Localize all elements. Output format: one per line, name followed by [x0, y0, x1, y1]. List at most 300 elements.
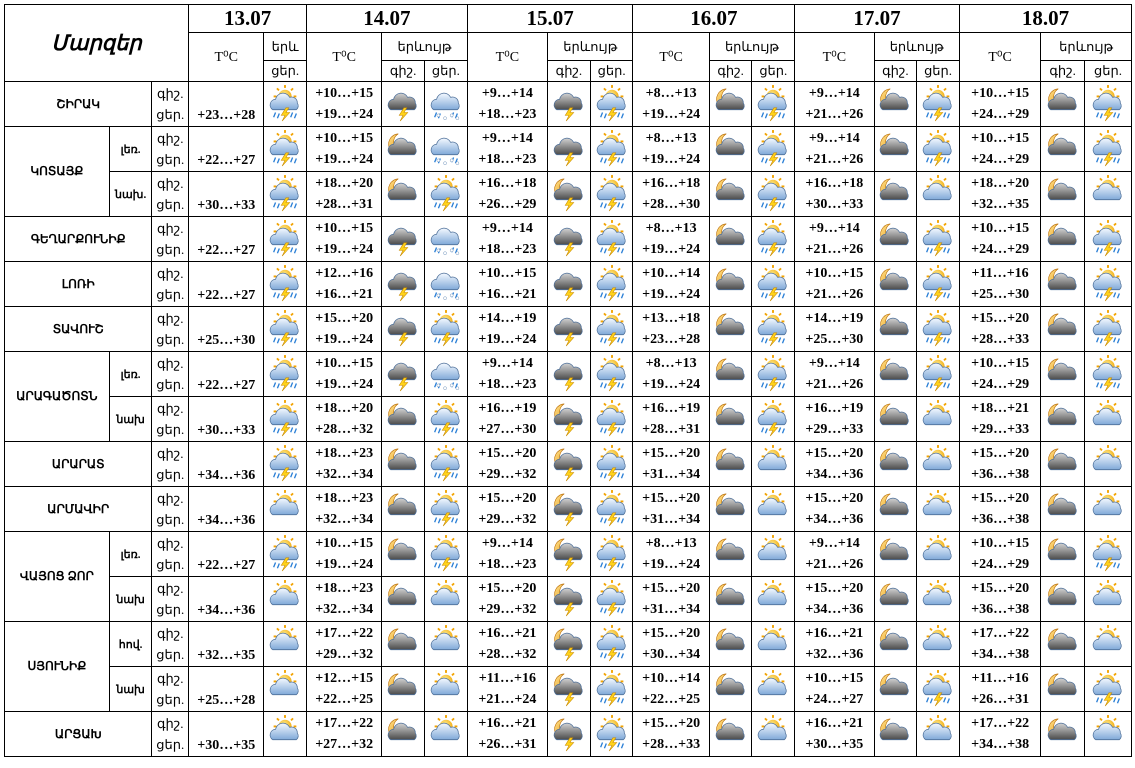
rain-snow-cloud-icon — [425, 265, 467, 303]
weather-icon-cell — [1085, 532, 1132, 577]
weather-icon-cell — [1085, 82, 1132, 127]
sun-cloud-icon — [264, 490, 306, 528]
weather-icon-cell — [1085, 217, 1132, 262]
weather-icon-cell — [425, 82, 468, 127]
night-day-labels — [152, 307, 189, 352]
day-temperature: +18…+23 — [478, 377, 537, 392]
weather-icon-cell — [1041, 127, 1085, 172]
night-temperature: +9…+14 — [481, 356, 533, 371]
moon-cloud-icon — [875, 490, 917, 528]
temperature-range — [633, 577, 709, 622]
thunder-sun-icon — [917, 220, 959, 258]
rain-snow-cloud-icon — [425, 220, 467, 258]
night-temperature: +18…+20 — [315, 401, 374, 416]
subregion-label: հով. — [109, 622, 152, 667]
weather-icon-cell — [1085, 352, 1132, 397]
weather-icon-cell — [917, 397, 960, 442]
region-name: ԱՐՑԱԽ — [5, 712, 152, 757]
thunder-cloud-icon — [548, 220, 590, 258]
day-temperature: +29…+32 — [315, 647, 374, 662]
temperature-range — [959, 172, 1040, 217]
thunder-sun-icon — [264, 265, 306, 303]
moon-cloud-icon — [382, 535, 424, 573]
weather-icon-cell — [548, 307, 591, 352]
weather-icon-cell — [709, 622, 752, 667]
night-temperature: +10…+14 — [642, 671, 701, 686]
night-temperature: +10…+14 — [642, 266, 701, 281]
weather-icon-cell — [752, 127, 795, 172]
weather-icon-cell — [1085, 127, 1132, 172]
weather-icon-cell — [709, 82, 752, 127]
temperature-range — [467, 127, 547, 172]
day-temperature: +24…+29 — [971, 107, 1030, 122]
temperature-range — [307, 442, 382, 487]
temperature-range — [633, 622, 709, 667]
night-temperature: +8…+13 — [645, 356, 697, 371]
night-temperature: +16…+21 — [478, 626, 537, 641]
weather-icon-cell — [425, 532, 468, 577]
moon-cloud-icon — [1041, 670, 1084, 708]
thunder-sun-icon — [591, 490, 633, 528]
moon-cloud-icon — [382, 130, 424, 168]
day-temperature: +22…+25 — [642, 692, 701, 707]
night-temperature: +15…+20 — [642, 491, 701, 506]
weather-icon-cell — [590, 82, 633, 127]
thunder-sun-icon — [264, 355, 306, 393]
weather-icon-cell — [548, 622, 591, 667]
weather-icon-cell — [425, 172, 468, 217]
temperature-range — [795, 532, 874, 577]
weather-icon-cell — [264, 397, 307, 442]
weather-icon-cell — [264, 667, 307, 712]
day-label: ցեր. — [156, 602, 185, 617]
temperature-range — [467, 307, 547, 352]
weather-icon-cell — [709, 667, 752, 712]
weather-icon-cell — [264, 622, 307, 667]
events-header: երևույթ — [1041, 33, 1132, 61]
night-temperature: +16…+19 — [805, 401, 864, 416]
moon-thunder-icon — [548, 175, 590, 213]
day-label: ցեր. — [156, 737, 185, 752]
events-header: երևույթ — [382, 33, 467, 61]
day-temperature: +21…+26 — [805, 287, 864, 302]
day-temperature: +36…+38 — [971, 512, 1030, 527]
region-row — [5, 622, 1132, 667]
weather-icon-cell — [590, 712, 633, 757]
night-temperature: +10…+15 — [315, 131, 374, 146]
weather-icon-cell — [874, 397, 917, 442]
night-temperature: +15…+20 — [971, 491, 1030, 506]
weather-icon-cell — [1085, 622, 1132, 667]
day-temperature: +22…+25 — [315, 692, 374, 707]
day-temperature: +29…+32 — [478, 512, 537, 527]
day-temperature: +32…+35 — [189, 622, 264, 667]
temperature-range — [795, 577, 874, 622]
sun-cloud-icon — [752, 535, 794, 573]
temperature-range — [795, 442, 874, 487]
night-temperature: +17…+22 — [315, 626, 374, 641]
moon-thunder-icon — [548, 535, 590, 573]
sun-cloud-icon — [264, 715, 306, 753]
temperature-range — [959, 82, 1040, 127]
thunder-sun-icon — [591, 265, 633, 303]
weather-icon-cell — [548, 217, 591, 262]
night-temperature: +10…+15 — [478, 266, 537, 281]
day-temperature: +36…+38 — [971, 467, 1030, 482]
temperature-range — [633, 487, 709, 532]
night-temperature: +8…+13 — [645, 86, 697, 101]
night-day-labels — [152, 352, 189, 397]
weather-icon-cell — [1041, 262, 1085, 307]
weather-icon-cell — [874, 82, 917, 127]
region-name: ՍՅՈՒՆԻՔ — [5, 622, 110, 712]
temperature-range — [307, 622, 382, 667]
weather-icon-cell — [752, 577, 795, 622]
thunder-sun-icon — [425, 175, 467, 213]
weather-icon-cell — [874, 262, 917, 307]
night-temperature: +10…+15 — [971, 536, 1030, 551]
day-temperature: +28…+32 — [478, 647, 537, 662]
weather-icon-cell — [382, 397, 425, 442]
temperature-range — [795, 172, 874, 217]
temperature-range — [467, 217, 547, 262]
weather-icon-cell — [709, 577, 752, 622]
moon-thunder-icon — [548, 580, 590, 618]
temperature-range — [795, 667, 874, 712]
temperature-range — [633, 127, 709, 172]
moon-cloud-icon — [710, 400, 752, 438]
temperature-range — [959, 352, 1040, 397]
thunder-sun-icon — [917, 85, 959, 123]
weather-icon-cell — [425, 667, 468, 712]
day-temperature: +21…+26 — [805, 557, 864, 572]
weather-icon-cell — [1041, 307, 1085, 352]
temperature-range — [959, 622, 1040, 667]
night-label: գիշ. — [157, 356, 184, 371]
weather-icon-cell — [382, 172, 425, 217]
weather-icon-cell — [1085, 172, 1132, 217]
weather-icon-cell — [590, 397, 633, 442]
sun-cloud-icon — [425, 715, 467, 753]
night-temperature: +15…+20 — [478, 581, 537, 596]
weather-icon-cell — [917, 127, 960, 172]
night-label: գիշ. — [157, 716, 184, 731]
thunder-sun-icon — [752, 220, 794, 258]
moon-cloud-icon — [710, 625, 752, 663]
day-temperature: +31…+34 — [642, 512, 701, 527]
temperature-range — [467, 712, 547, 757]
region-name: ՇԻՐԱԿ — [5, 82, 152, 127]
weather-icon-cell — [709, 262, 752, 307]
moon-cloud-icon — [875, 265, 917, 303]
weather-icon-cell — [590, 532, 633, 577]
temperature-range — [467, 397, 547, 442]
moon-cloud-icon — [1041, 130, 1084, 168]
temperature-range — [633, 712, 709, 757]
night-day-labels — [152, 82, 189, 127]
moon-cloud-icon — [875, 715, 917, 753]
weather-icon-cell — [874, 487, 917, 532]
day-temperature: +18…+23 — [478, 107, 537, 122]
night-temperature: +9…+14 — [808, 131, 860, 146]
weather-icon-cell — [425, 127, 468, 172]
date-header: 15.07 — [467, 5, 633, 33]
date-header: 16.07 — [633, 5, 795, 33]
weather-icon-cell — [709, 442, 752, 487]
weather-icon-cell — [425, 622, 468, 667]
day-temperature: +32…+34 — [315, 602, 374, 617]
day-temperature: +19…+24 — [315, 377, 374, 392]
moon-thunder-icon — [548, 400, 590, 438]
moon-cloud-icon — [875, 310, 917, 348]
sun-cloud-icon — [264, 625, 306, 663]
night-temperature: +16…+19 — [478, 401, 537, 416]
night-temperature: +15…+20 — [642, 716, 701, 731]
night-temperature: +18…+20 — [315, 176, 374, 191]
night-label: գիշ. — [157, 131, 184, 146]
temperature-range — [795, 127, 874, 172]
thunder-sun-icon — [264, 130, 306, 168]
weather-icon-cell — [752, 172, 795, 217]
thunder-cloud-icon — [548, 265, 590, 303]
moon-cloud-icon — [382, 580, 424, 618]
moon-thunder-icon — [548, 445, 590, 483]
night-subheader: գիշ. — [548, 61, 591, 82]
night-day-labels — [152, 397, 189, 442]
thunder-sun-icon — [591, 445, 633, 483]
weather-icon-cell — [425, 217, 468, 262]
weather-icon-cell — [1085, 442, 1132, 487]
weather-icon-cell — [1041, 622, 1085, 667]
moon-cloud-icon — [875, 670, 917, 708]
subregion-label: նախ — [109, 667, 152, 712]
moon-cloud-icon — [710, 535, 752, 573]
rain-snow-cloud-icon — [425, 355, 467, 393]
weather-icon-cell — [590, 217, 633, 262]
sun-cloud-icon — [917, 445, 959, 483]
weather-icon-cell — [264, 487, 307, 532]
weather-icon-cell — [1041, 667, 1085, 712]
sun-cloud-icon — [1085, 715, 1131, 753]
region-row — [5, 217, 1132, 262]
day-temperature: +31…+34 — [642, 467, 701, 482]
weather-icon-cell — [1041, 217, 1085, 262]
region-row — [5, 127, 1132, 172]
day-temperature: +22…+27 — [189, 262, 264, 307]
region-row — [5, 307, 1132, 352]
weather-icon-cell — [917, 82, 960, 127]
thunder-sun-icon — [591, 625, 633, 663]
day-temperature: +18…+23 — [478, 557, 537, 572]
temperature-range — [795, 352, 874, 397]
temperature-range — [633, 172, 709, 217]
day-temperature: +34…+36 — [805, 602, 864, 617]
night-temperature: +16…+19 — [642, 401, 701, 416]
weather-icon-cell — [752, 352, 795, 397]
night-temperature: +17…+22 — [971, 626, 1030, 641]
weather-icon-cell — [382, 532, 425, 577]
day-temperature: +32…+35 — [971, 197, 1030, 212]
temperature-range — [959, 442, 1040, 487]
moon-cloud-icon — [382, 445, 424, 483]
night-temperature: +10…+15 — [315, 536, 374, 551]
weather-icon-cell — [548, 127, 591, 172]
day-temperature: +30…+33 — [189, 397, 264, 442]
moon-cloud-icon — [1041, 445, 1084, 483]
thunder-sun-icon — [264, 310, 306, 348]
weather-icon-cell — [590, 172, 633, 217]
day-temperature: +30…+34 — [642, 647, 701, 662]
sun-cloud-icon — [425, 580, 467, 618]
weather-icon-cell — [264, 577, 307, 622]
night-temperature: +13…+18 — [642, 311, 701, 326]
night-day-labels — [152, 127, 189, 172]
night-temperature: +14…+19 — [478, 311, 537, 326]
temperature-range — [959, 667, 1040, 712]
moon-cloud-icon — [382, 715, 424, 753]
temperature-header: T⁰C — [307, 33, 382, 82]
region-row — [5, 577, 1132, 622]
weather-icon-cell — [709, 397, 752, 442]
moon-cloud-icon — [710, 85, 752, 123]
night-temperature: +18…+23 — [315, 446, 374, 461]
temperature-header: T⁰C — [959, 33, 1040, 82]
day-label: ցեր. — [156, 647, 185, 662]
sun-cloud-icon — [917, 715, 959, 753]
temperature-range — [959, 532, 1040, 577]
weather-icon-cell — [752, 532, 795, 577]
weather-icon-cell — [917, 217, 960, 262]
temperature-range — [795, 397, 874, 442]
night-temperature: +18…+21 — [971, 401, 1030, 416]
weather-icon-cell — [590, 352, 633, 397]
day-temperature: +19…+24 — [315, 107, 374, 122]
night-temperature: +8…+13 — [645, 536, 697, 551]
region-name: ՎԱՅՈՑ ՁՈՐ — [5, 532, 110, 622]
temperature-range — [467, 352, 547, 397]
moon-cloud-icon — [710, 310, 752, 348]
weather-icon-cell — [1085, 397, 1132, 442]
weather-icon-cell — [548, 712, 591, 757]
day-temperature: +19…+24 — [642, 107, 701, 122]
temperature-range — [633, 442, 709, 487]
region-row — [5, 352, 1132, 397]
moon-cloud-icon — [1041, 400, 1084, 438]
weather-icon-cell — [548, 487, 591, 532]
night-temperature: +10…+15 — [315, 356, 374, 371]
night-label: գիշ. — [157, 311, 184, 326]
weather-icon-cell — [264, 127, 307, 172]
day-temperature: +24…+29 — [971, 377, 1030, 392]
subregion-label: նախ — [109, 577, 152, 622]
day-temperature: +30…+33 — [189, 172, 264, 217]
temperature-range — [467, 532, 547, 577]
moon-cloud-icon — [710, 715, 752, 753]
day-temperature: +27…+30 — [478, 422, 537, 437]
region-name: ԱՐՄԱՎԻՐ — [5, 487, 152, 532]
day-temperature: +34…+38 — [971, 737, 1030, 752]
sun-cloud-icon — [917, 580, 959, 618]
night-temperature: +10…+15 — [805, 266, 864, 281]
thunder-sun-icon — [917, 130, 959, 168]
region-name: ԳԵՂԱՐՔՈՒՆԻՔ — [5, 217, 152, 262]
sun-cloud-icon — [425, 625, 467, 663]
thunder-sun-icon — [591, 535, 633, 573]
weather-icon-cell — [874, 667, 917, 712]
weather-icon-cell — [382, 622, 425, 667]
day-temperature: +22…+27 — [189, 352, 264, 397]
night-temperature: +15…+20 — [642, 581, 701, 596]
day-temperature: +28…+31 — [315, 197, 374, 212]
weather-icon-cell — [1085, 667, 1132, 712]
night-temperature: +15…+20 — [315, 311, 374, 326]
night-temperature: +9…+14 — [808, 86, 860, 101]
weather-icon-cell — [752, 622, 795, 667]
weather-icon-cell — [917, 532, 960, 577]
night-day-labels — [152, 217, 189, 262]
moon-cloud-icon — [875, 535, 917, 573]
temperature-range — [959, 397, 1040, 442]
moon-cloud-icon — [875, 355, 917, 393]
day-temperature: +19…+24 — [478, 332, 537, 347]
thunder-cloud-icon — [382, 85, 424, 123]
day-temperature: +29…+33 — [971, 422, 1030, 437]
weather-icon-cell — [709, 307, 752, 352]
date-header: 14.07 — [307, 5, 468, 33]
night-temperature: +8…+13 — [645, 131, 697, 146]
night-temperature: +15…+20 — [642, 446, 701, 461]
day-label: ցեր. — [156, 107, 185, 122]
night-temperature: +16…+18 — [805, 176, 864, 191]
night-label: գիշ. — [157, 86, 184, 101]
temperature-range — [307, 82, 382, 127]
weather-icon-cell — [752, 82, 795, 127]
moon-cloud-icon — [710, 265, 752, 303]
day-subheader: ցեր. — [917, 61, 960, 82]
day-temperature: +19…+24 — [642, 242, 701, 257]
moon-cloud-icon — [875, 85, 917, 123]
temperature-range — [307, 307, 382, 352]
day-label: ցեր. — [156, 377, 185, 392]
day-temperature: +21…+26 — [805, 377, 864, 392]
sun-cloud-icon — [1085, 625, 1131, 663]
weather-icon-cell — [917, 487, 960, 532]
night-day-labels — [152, 172, 189, 217]
sun-cloud-icon — [917, 175, 959, 213]
temperature-range — [467, 442, 547, 487]
events-header: երևույթ — [709, 33, 794, 61]
weather-icon-cell — [264, 262, 307, 307]
day-temperature: +26…+31 — [971, 692, 1030, 707]
night-temperature: +17…+22 — [315, 716, 374, 731]
weather-icon-cell — [382, 217, 425, 262]
day-label: ցեր. — [156, 692, 185, 707]
thunder-sun-icon — [425, 535, 467, 573]
sun-cloud-icon — [917, 490, 959, 528]
day-temperature: +16…+21 — [478, 287, 537, 302]
night-temperature: +10…+15 — [315, 221, 374, 236]
thunder-sun-icon — [425, 400, 467, 438]
moon-cloud-icon — [710, 355, 752, 393]
sun-cloud-icon — [1085, 445, 1131, 483]
night-temperature: +15…+20 — [971, 581, 1030, 596]
weather-icon-cell — [548, 577, 591, 622]
sun-cloud-icon — [1085, 580, 1131, 618]
day-temperature: +19…+24 — [642, 557, 701, 572]
thunder-sun-icon — [1085, 535, 1131, 573]
temperature-range — [467, 577, 547, 622]
thunder-sun-icon — [591, 130, 633, 168]
